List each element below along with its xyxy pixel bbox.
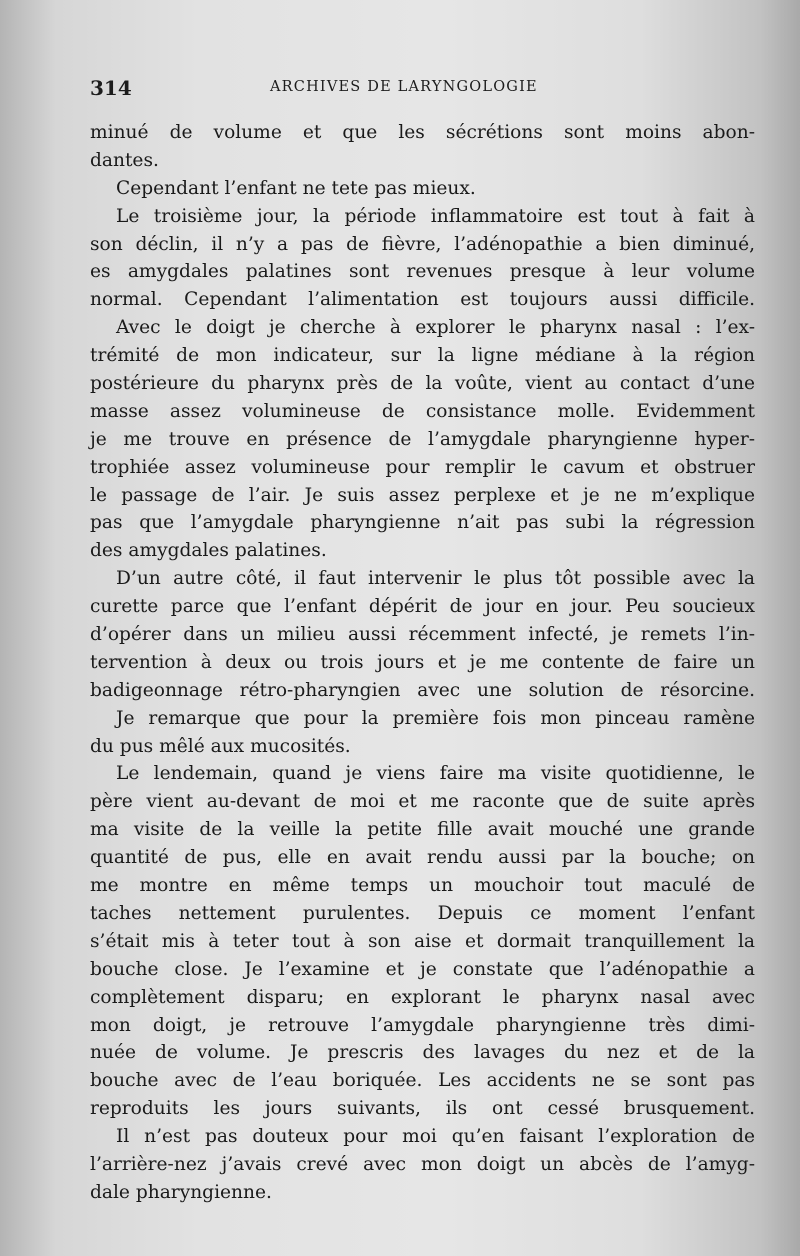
text-line: me montre en même temps un mouchoir tout maculé de <box>90 875 755 897</box>
text-line: quantité de pus, elle en avait rendu aussi par la bouche; on <box>90 847 755 869</box>
text-line: du pus mêlé aux mucosités. <box>90 735 351 757</box>
text-line: es amygdales palatines sont revenues presque à leur volume <box>90 261 755 283</box>
text-line: masse assez volumineuse de consistance molle. Evidemment <box>90 400 755 422</box>
text-line: nuée de volume. Je prescris des lavages du nez et de la <box>90 1042 755 1064</box>
text-line: Avec le doigt je cherche à explorer le pharynx nasal : l’ex- <box>116 317 755 339</box>
text-line: dale pharyngienne. <box>90 1181 272 1203</box>
text-line: Cependant l’enfant ne tete pas mieux. <box>116 177 476 199</box>
text-line: bouche close. Je l’examine et je constate que l’adénopathie a <box>90 958 755 980</box>
text-line: le passage de l’air. Je suis assez perplexe et je ne m’explique <box>90 484 755 506</box>
text-line: mon doigt, je retrouve l’amygdale pharyngienne très dimi- <box>90 1014 755 1036</box>
text-line: reproduits les jours suivants, ils ont cessé brusquement. <box>90 1098 755 1120</box>
text-line: taches nettement purulentes. Depuis ce moment l’enfant <box>90 902 755 924</box>
text-line: dantes. <box>90 149 159 171</box>
page-number: 314 <box>90 76 132 100</box>
text-line: Je remarque que pour la première fois mon pinceau ramène <box>116 707 755 729</box>
text-line: trophiée assez volumineuse pour remplir le cavum et obstruer <box>90 456 755 478</box>
text-line: trémité de mon indicateur, sur la ligne médiane à la région <box>90 345 755 367</box>
text-line: Le troisième jour, la période inflammatoire est tout à fait à <box>116 205 755 227</box>
text-line: s’était mis à teter tout à son aise et dormait tranquillement la <box>90 930 755 952</box>
text-line: minué de volume et que les sécrétions sont moins abon- <box>90 122 755 143</box>
text-line: postérieure du pharynx près de la voûte, vient au contact d’une <box>90 373 755 395</box>
text-line: son déclin, il n’y a pas de fièvre, l’adénopathie a bien diminué, <box>90 233 755 255</box>
text-line: tervention à deux ou trois jours et je me contente de faire un <box>90 651 755 673</box>
text-line: ma visite de la veille la petite fille avait mouché une grande <box>90 819 755 841</box>
page-header <box>90 76 755 104</box>
text-line: D’un autre côté, il faut intervenir le plus tôt possible avec la <box>116 568 755 590</box>
text-line: Il n’est pas douteux pour moi qu’en faisant l’exploration de <box>116 1126 755 1148</box>
text-line: bouche avec de l’eau boriquée. Les accidents ne se sont pas <box>90 1070 755 1092</box>
text-line: je me trouve en présence de l’amygdale pharyngienne hyper- <box>90 428 755 450</box>
text-line: pas que l’amygdale pharyngienne n’ait pas subi la régression <box>90 512 755 534</box>
text-line: l’arrière-nez j’avais crevé avec mon doigt un abcès de l’amyg- <box>90 1153 755 1175</box>
text-line: complètement disparu; en explorant le pharynx nasal avec <box>90 986 755 1008</box>
text-line: d’opérer dans un milieu aussi récemment infecté, je remets l’in- <box>90 624 755 646</box>
text-line: Le lendemain, quand je viens faire ma visite quotidienne, le <box>116 763 755 785</box>
text-line: père vient au-devant de moi et me raconte que de suite après <box>90 791 755 813</box>
running-head: ARCHIVES DE LARYNGOLOGIE <box>270 79 538 95</box>
text-line: normal. Cependant l’alimentation est toujours aussi difficile. <box>90 289 755 311</box>
text-line: des amygdales palatines. <box>90 540 327 562</box>
text-line: badigeonnage rétro-pharyngien avec une solution de résorcine. <box>90 679 755 701</box>
body-text <box>90 119 755 1207</box>
text-line: curette parce que l’enfant dépérit de jour en jour. Peu soucieux <box>90 596 755 618</box>
